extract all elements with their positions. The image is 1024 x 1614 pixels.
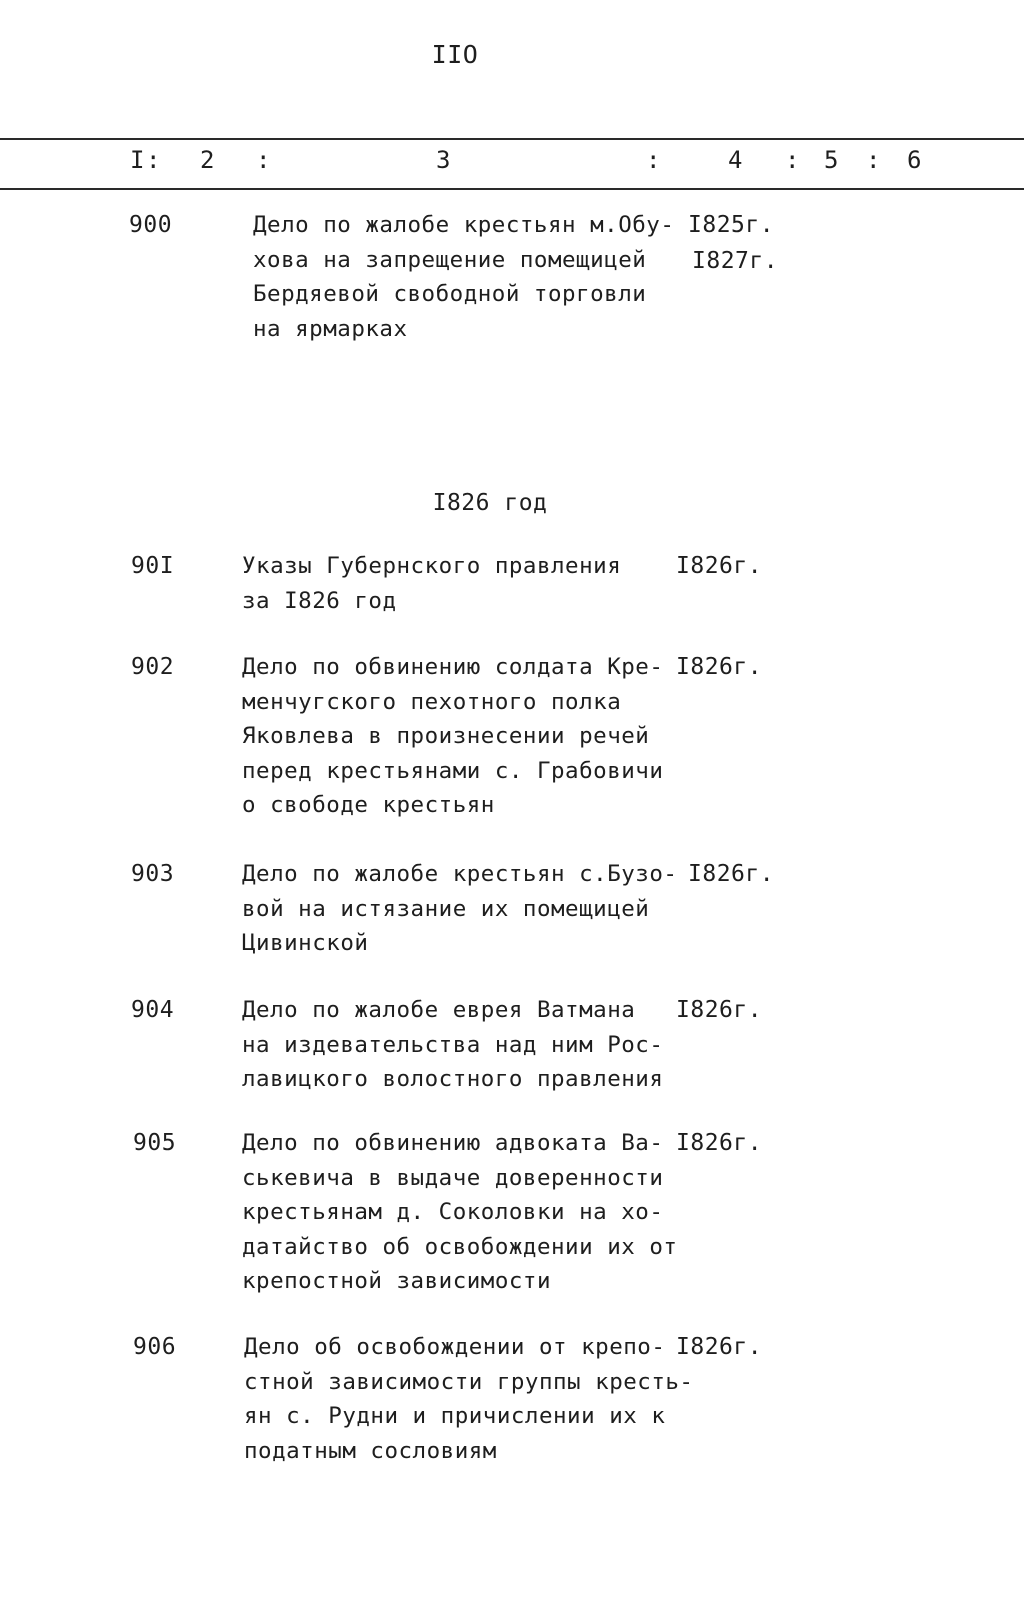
entry-dates [688,207,778,279]
section-title: I826 год [432,490,548,516]
entry-dates [676,1125,762,1161]
column-header-6: 6 [907,146,922,174]
entry-description [242,549,621,618]
entry-line: вой на истязание их помещицей [242,895,650,922]
entry-number: 900 [129,212,173,238]
entry-dates [676,649,762,685]
entry-line: Дело по обвинению адвоката Ва- [242,1130,664,1156]
table-header-bottom-rule [0,188,1024,190]
entry-number: 905 [133,1130,177,1156]
entry-number: 906 [133,1334,177,1360]
entry-number: 902 [131,654,175,680]
entry-description [242,993,663,1097]
entry-line: Яковлева в произнесении речей [242,723,650,749]
table-header-top-rule [0,138,1024,140]
entry-description [242,857,677,961]
entry-line: о свободе крестьян [242,792,495,818]
column-separator: : [256,146,271,174]
column-separator: : [866,146,881,174]
entry-line: стной зависимости группы кресть- [244,1368,694,1395]
entry-line: Дело по жалобе крестьян м.Обу- [253,212,675,238]
entry-dates [676,1329,762,1365]
entry-date: I826г. [676,997,763,1023]
entry-date: I826г. [688,861,775,887]
column-header-1: I [130,146,145,174]
entry-line: Бердяевой свободной торговли [253,281,647,307]
entry-line: крестьянам д. Соколовки на хо- [242,1199,664,1225]
entry-line: на ярмарках [253,315,408,342]
entry-line: податным сословиям [244,1437,497,1464]
entry-date: I827г. [692,248,779,274]
entry-line: Цивинской [242,930,369,956]
entry-date: I825г. [688,212,775,238]
column-separator: : [785,146,800,174]
entry-date: I826г. [676,1334,763,1360]
entry-description [253,208,674,346]
column-separator: : [646,146,661,174]
entry-line: ськевича в выдаче доверенности [242,1164,664,1191]
entry-line: за I826 год [242,587,397,614]
entry-description [242,650,663,823]
page-number: IIO [431,40,479,69]
entry-line: хова на запрещение помещицей [253,246,647,273]
entry-line: перед крестьянами с. Грабовичи [242,757,664,784]
entry-date: I826г. [676,1130,763,1156]
entry-line: Дело по жалобе еврея Ватмана [242,997,636,1023]
entry-line: ян с. Рудни и причислении их к [244,1403,666,1429]
column-header-2: 2 [200,146,215,174]
entry-dates [688,856,774,892]
entry-line: менчугского пехотного полка [242,688,622,715]
entry-description [244,1330,693,1468]
entry-date: I826г. [676,553,763,579]
column-separator: : [146,146,161,174]
column-header-3: 3 [436,146,451,174]
entry-line: Дело по обвинению солдата Кре- [242,654,664,680]
entry-number: 904 [131,997,175,1023]
entry-description [242,1126,677,1299]
entry-line: Дело по жалобе крестьян с.Бузо- [242,861,678,887]
entry-line: Дело об освобождении от крепо- [244,1334,666,1360]
entry-line: лавицкого волостного правления [242,1066,664,1092]
entry-dates [676,548,762,584]
entry-number: 903 [131,861,175,887]
entry-line: крепостной зависимости [242,1268,552,1294]
entry-line: Указы Губернского правления [242,553,622,579]
entry-dates [676,992,762,1028]
entry-line: датайство об освобождении их от [242,1233,678,1260]
entry-date: I826г. [676,654,763,680]
column-header-5: 5 [824,146,839,174]
entry-line: на издевательства над ним Рос- [242,1031,664,1058]
column-header-4: 4 [728,146,743,174]
entry-number: 90I [131,553,175,579]
